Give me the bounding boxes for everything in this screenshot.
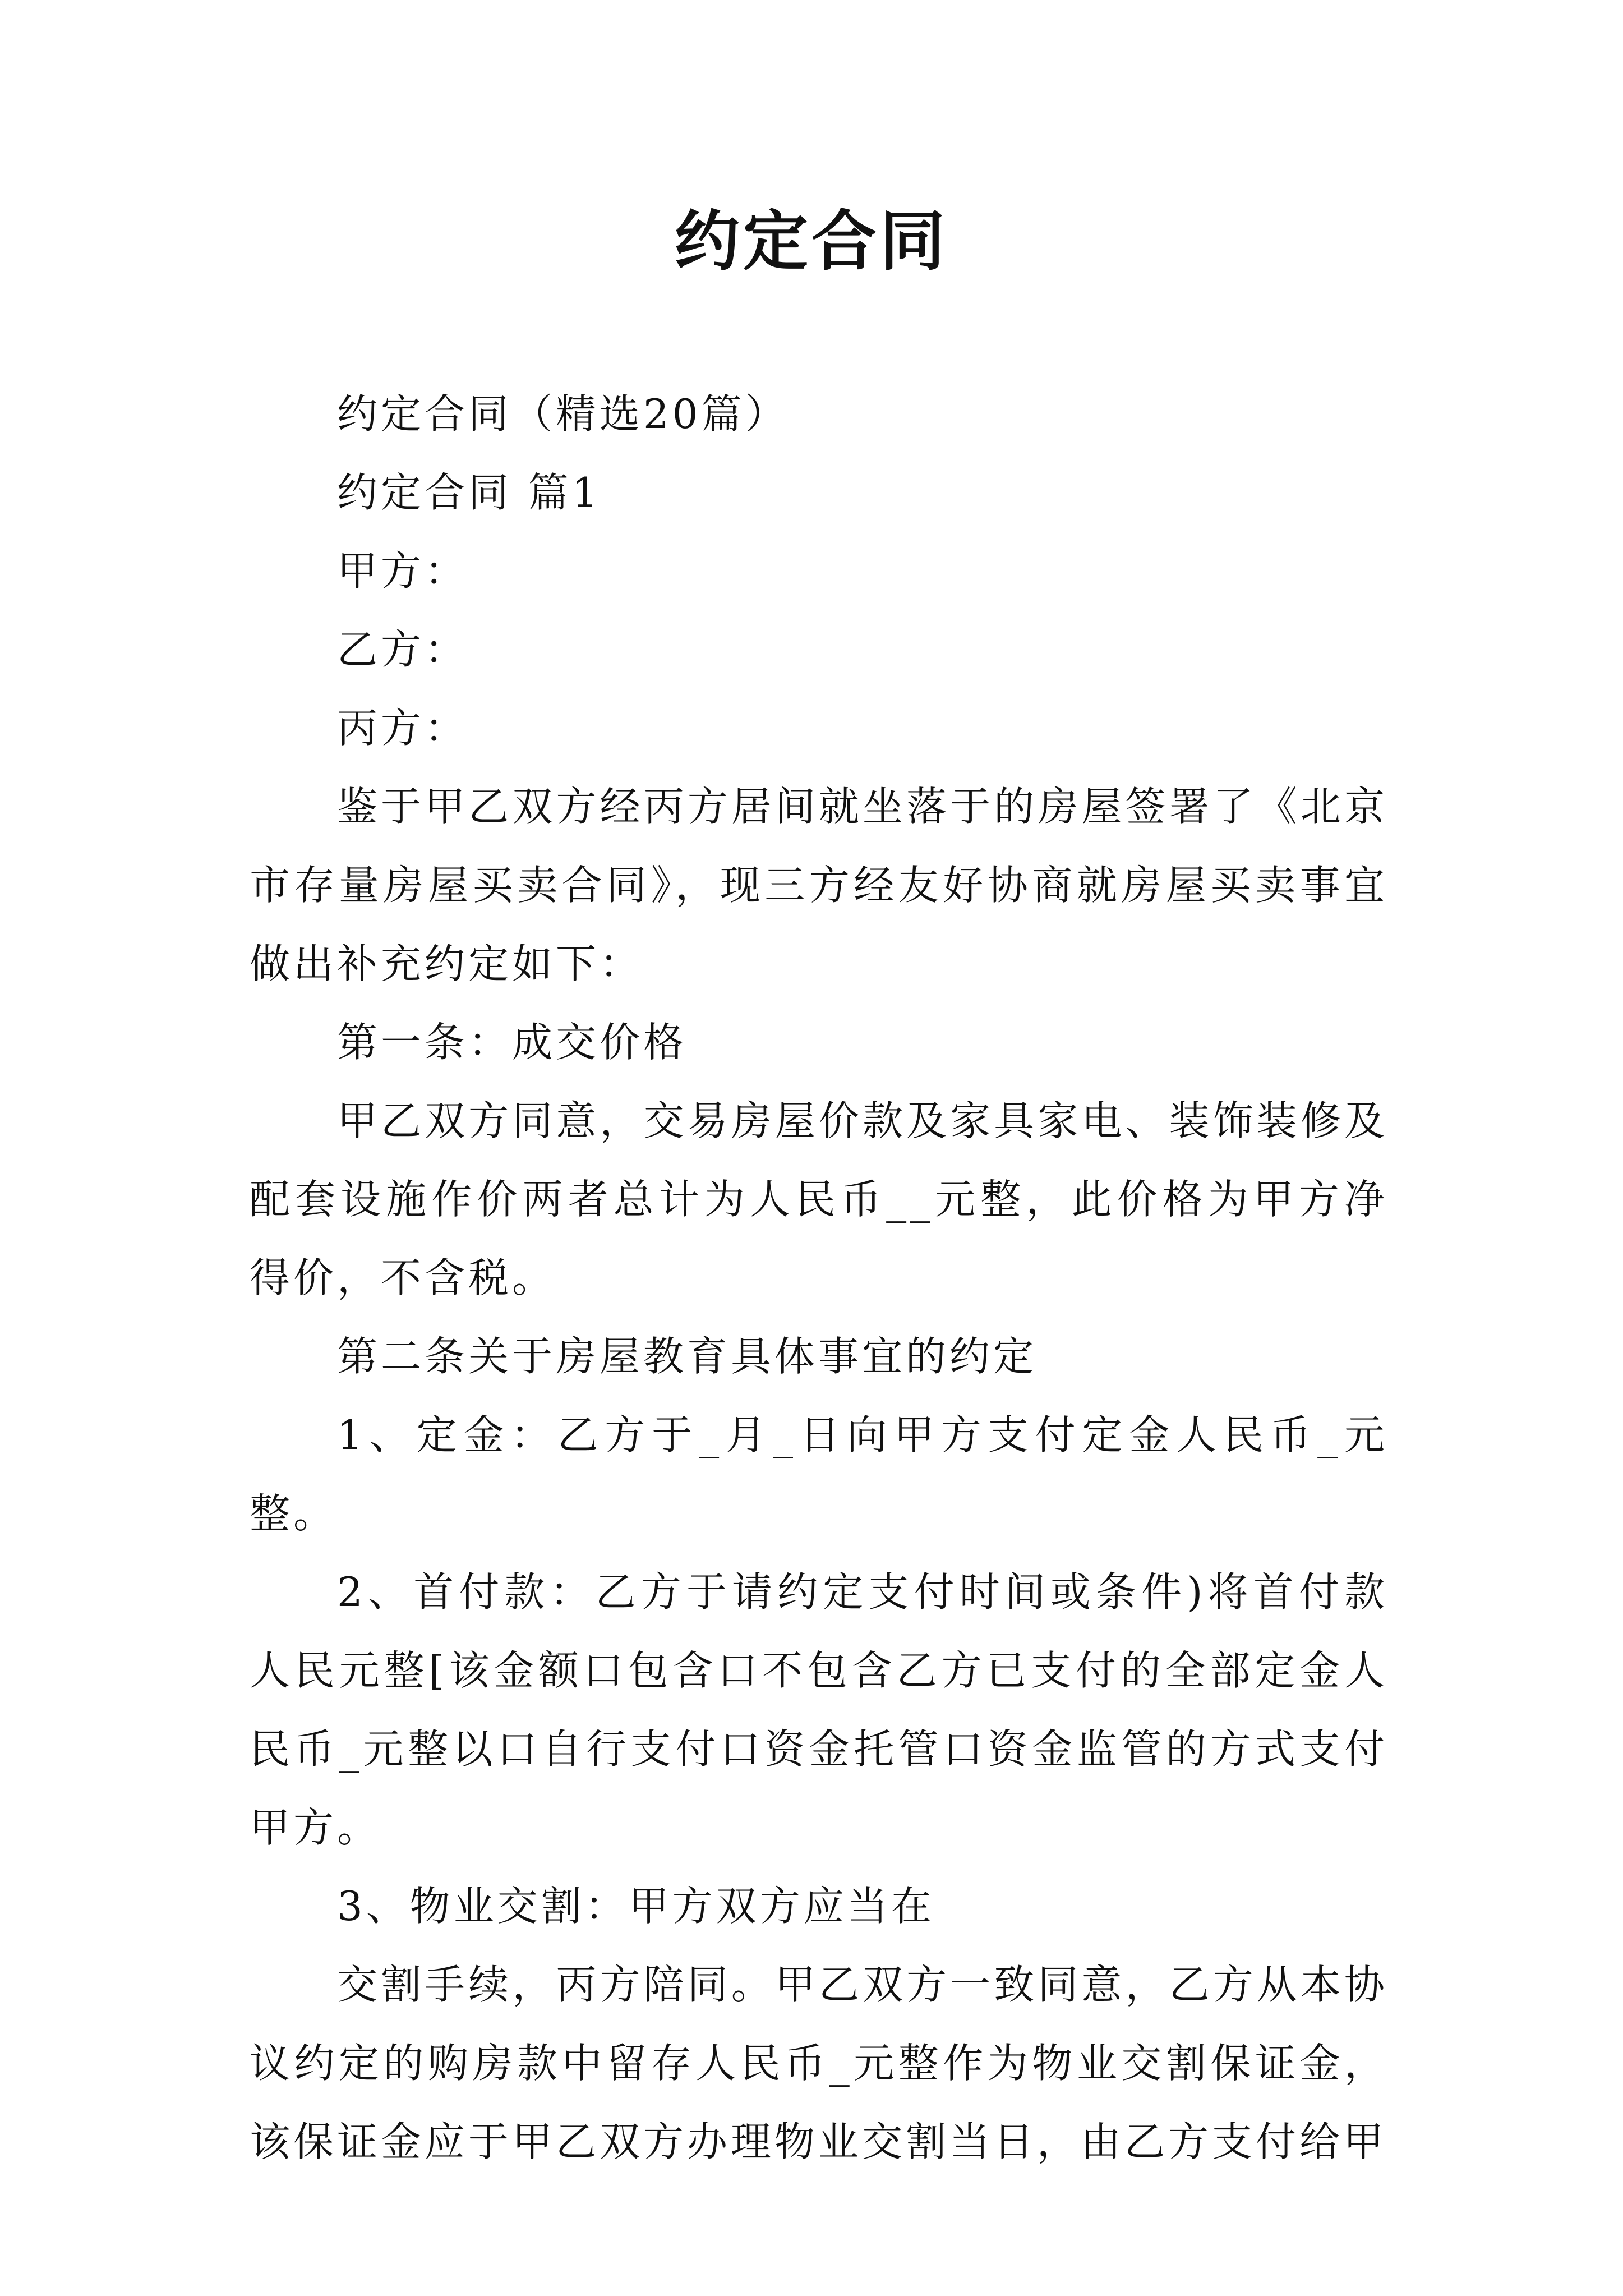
paragraph-party-a: 甲方： xyxy=(337,547,469,595)
document-title: 约定合同 xyxy=(675,203,948,279)
paragraph-party-c: 丙方： xyxy=(337,705,469,752)
paragraph-subtitle: 约定合同（精选20篇） xyxy=(337,390,789,438)
paragraph-property-handover: 3、物业交割：甲方双方应当在 xyxy=(337,1883,935,1930)
paragraph-preamble: 鉴于甲乙双方经丙方居间就坐落于的房屋签署了《北京市存量房屋买卖合同》，现三方经友好协商就房屋买卖事宜做出补充约定如下： xyxy=(250,783,1388,987)
paragraph-handover-details: 交割手续，丙方陪同。甲乙双方一致同意，乙方从本协议约定的购房款中留存人民币_元整作为物业交割保证金，该保证金应于甲乙双方办理物业交割当日，由乙方支付给甲 xyxy=(250,1961,1388,2165)
paragraph-deposit: 1、定金：乙方于_月_日向甲方支付定金人民币_元整。 xyxy=(250,1411,1388,1537)
paragraph-article-1-heading: 第一条：成交价格 xyxy=(337,1019,688,1066)
paragraph-article-1-body: 甲乙双方同意，交易房屋价款及家具家电、装饰装修及配套设施作价两者总计为人民币__元整，此价格为甲方净得价，不含税。 xyxy=(250,1097,1388,1301)
paragraph-article-2-heading: 第二条关于房屋教育具体事宜的约定 xyxy=(337,1333,1038,1380)
paragraph-section-heading: 约定合同 篇1 xyxy=(337,469,601,516)
document-body xyxy=(250,375,1388,2181)
paragraph-party-b: 乙方： xyxy=(337,626,469,673)
paragraph-down-payment: 2、首付款：乙方于请约定支付时间或条件)将首付款人民元整[该金额口包含口不包含乙方已支付的全部定金人民币_元整以口自行支付口资金托管口资金监管的方式支付甲方。 xyxy=(250,1568,1388,1851)
